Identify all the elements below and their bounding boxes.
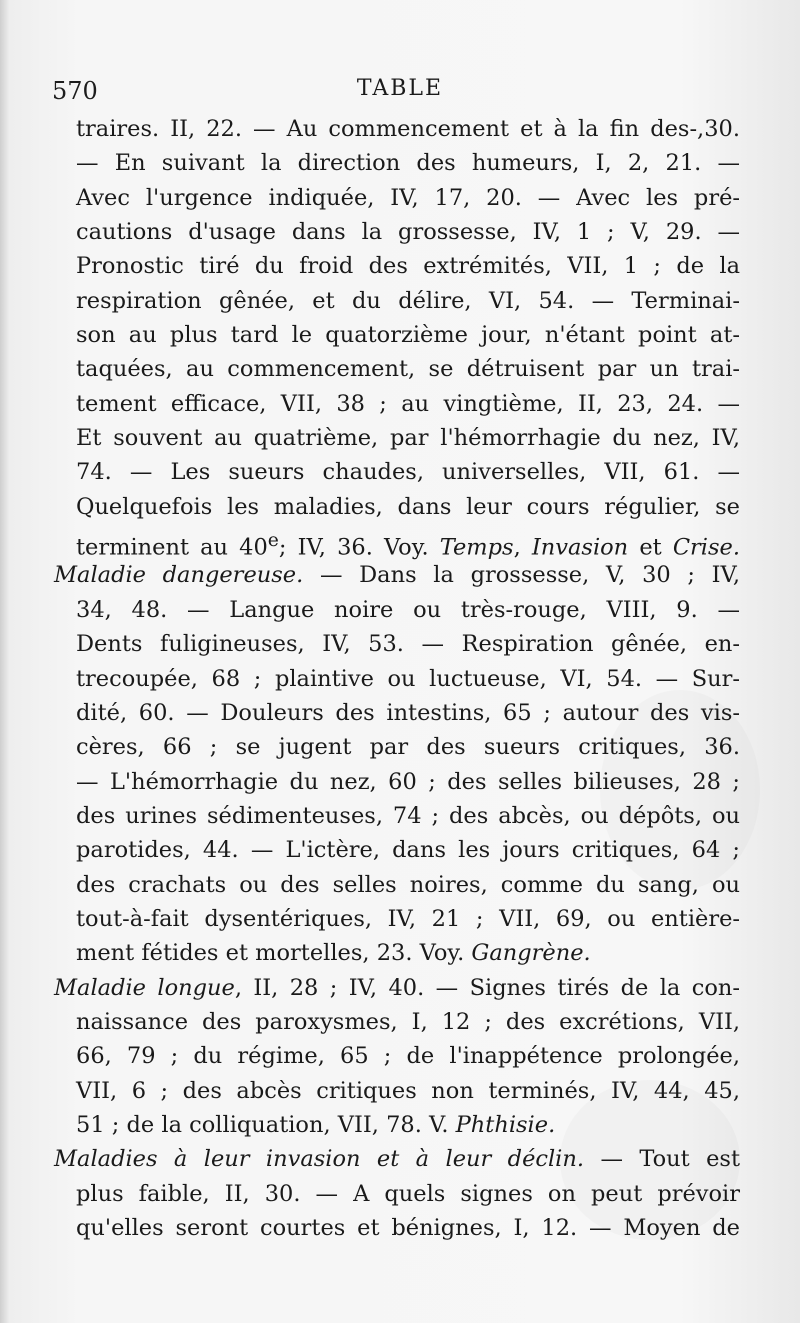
text-line: des urines sédimenteuses, 74 ; des abcès, ou dépôts, ou (76, 802, 740, 829)
text-line: dité, 60. — Douleurs des intestins, 65 ; autour des vis- (76, 699, 740, 726)
index-text (54, 112, 741, 1245)
page-number: 570 (52, 77, 98, 105)
text-line: 34, 48. — Langue noire ou très-rouge, VIII, 9. — (76, 596, 740, 623)
entry-heading-line: Maladie longue, II, 28 ; IV, 40. — Signes tirés de la con- (54, 974, 740, 1001)
text-line: trecoupée, 68 ; plaintive ou luctueuse, VI, 54. — Sur- (76, 665, 740, 692)
text-line: VII, 6 ; des abcès critiques non terminés, IV, 44, 45, (76, 1077, 740, 1104)
entry-heading: Maladie longue (54, 974, 235, 1001)
text-line: 74. — Les sueurs chaudes, universelles, VII, 61. — (76, 459, 740, 486)
text-line: Dents fuligineuses, IV, 53. — Respiration gênée, en- (76, 631, 740, 658)
text-line: plus faible, II, 30. — A quels signes on peut prévoir (76, 1180, 740, 1207)
text-line: qu'elles seront courtes et bénignes, I, 12. — Moyen de (76, 1215, 740, 1241)
text-line: des crachats ou des selles noires, comme du sang, ou (76, 871, 740, 898)
text-line: Avec l'urgence indiquée, IV, 17, 20. — Avec les pré- (76, 184, 740, 211)
entry-heading: Maladies à leur invasion et à leur déclin. (54, 1146, 585, 1173)
text-line: taquées, au commencement, se détruisent par un trai- (76, 356, 740, 383)
text-line: tout-à-fait dysentériques, IV, 21 ; VII, 69, ou entière- (76, 905, 740, 932)
text-line: Quelquefois les maladies, dans leur cours régulier, se (76, 493, 740, 520)
text-line: — En suivant la direction des humeurs, I, 2, 21. — (76, 150, 740, 177)
text-line: cautions d'usage dans la grossesse, IV, 1 ; V, 29. — (76, 219, 740, 246)
text-line: son au plus tard le quatorzième jour, n'étant point at- (76, 322, 740, 349)
text-line: ment fétides et mortelles, 23. Voy. Gangrène. (76, 940, 591, 967)
text-line: — L'hémorrhagie du nez, 60 ; des selles bilieuses, 28 ; (76, 768, 740, 795)
text-line: respiration gênée, et du délire, VI, 54. — Terminai- (76, 287, 740, 314)
text-line: terminent au 40e; IV, 36. Voy. Temps, Invasion et Crise. (76, 530, 740, 561)
entry-heading-line: Maladies à leur invasion et à leur déclin. — Tout est (54, 1146, 740, 1173)
text-line: cères, 66 ; se jugent par des sueurs critiques, 36. (76, 734, 740, 761)
text-line: tement efficace, VII, 38 ; au vingtième, II, 23, 24. — (76, 390, 740, 417)
text-line: 51 ; de la colliquation, VII, 78. V. Phthisie. (76, 1111, 556, 1138)
text-line: 66, 79 ; du régime, 65 ; de l'inappétence prolongée, (76, 1043, 740, 1070)
running-title: TABLE (356, 76, 444, 101)
entry-heading-line: Maladie dangereuse. — Dans la grossesse, V, 30 ; IV, (54, 562, 741, 589)
entry-heading: Maladie dangereuse. (54, 562, 304, 589)
text-line: Et souvent au quatrième, par l'hémorrhagie du nez, IV, (76, 425, 740, 452)
text-line: naissance des paroxysmes, I, 12 ; des excrétions, VII, (76, 1008, 740, 1035)
text-line: Pronostic tiré du froid des extrémités, VII, 1 ; de la (76, 253, 740, 280)
text-line: parotides, 44. — L'ictère, dans les jours critiques, 64 ; (76, 837, 740, 864)
page-edge-shadow (0, 0, 10, 1323)
text-line: traires. II, 22. — Au commencement et à la fin des-,30. (76, 116, 740, 142)
page-header (0, 70, 800, 106)
